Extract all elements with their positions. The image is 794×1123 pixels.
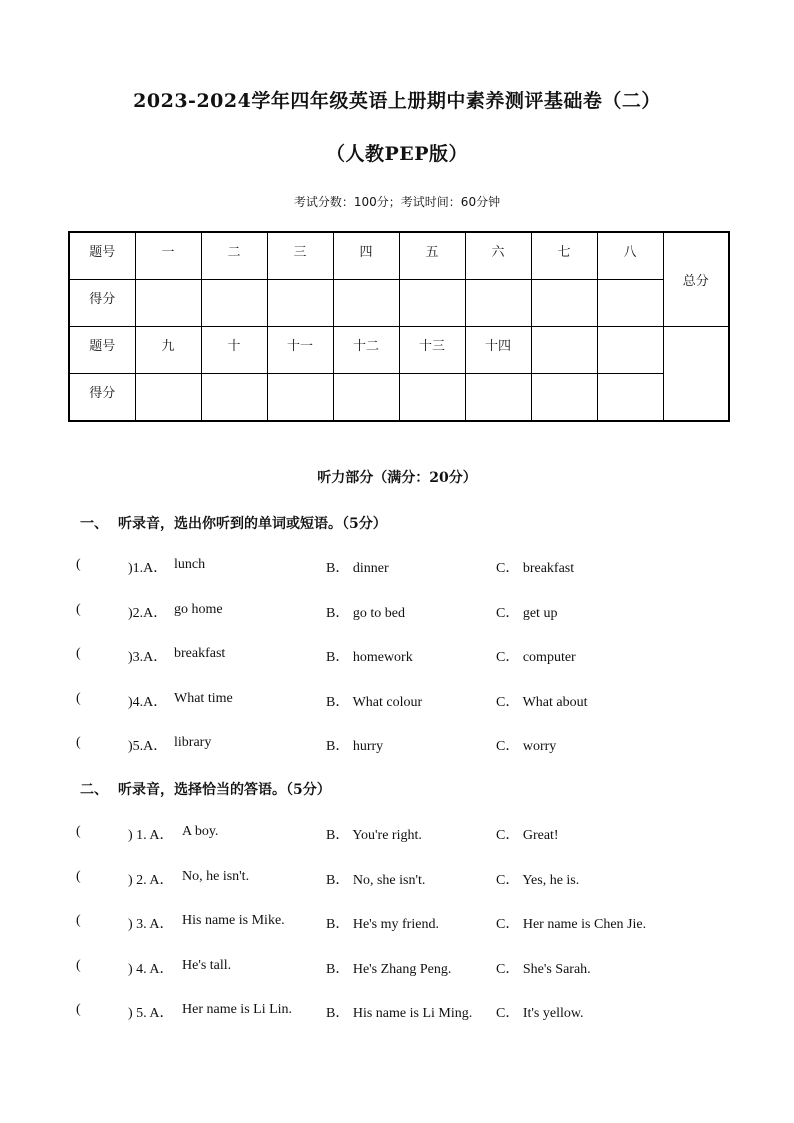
listening-section-title: 听力部分（满分：20分） (317, 470, 477, 486)
question-number: )5.A． (128, 739, 168, 754)
question-item (76, 602, 736, 622)
score-cell[interactable] (201, 374, 267, 422)
question-number: ) 5. A． (128, 1006, 174, 1021)
score-cell[interactable] (135, 374, 201, 422)
part1-heading (80, 513, 387, 533)
option-c: C． What about (496, 695, 588, 710)
option-c: C． It's yellow. (496, 1006, 584, 1021)
question-number: ) 4. A． (128, 962, 174, 977)
option-a: go home (174, 602, 223, 617)
question-number-cell: 八 (597, 232, 663, 280)
question-number-cell: 七 (531, 232, 597, 280)
answer-blank[interactable]: ( (76, 735, 81, 750)
question-number: )1.A． (128, 561, 168, 576)
option-c: C． Yes, he is. (496, 873, 580, 888)
question-number-cell: 五 (399, 232, 465, 280)
question-item (76, 1002, 736, 1022)
question-item (76, 557, 736, 577)
question-number-cell (597, 327, 663, 374)
option-b: B． What colour (326, 695, 423, 710)
question-item (76, 913, 736, 933)
score-cell[interactable] (399, 374, 465, 422)
option-c: C． Her name is Chen Jie. (496, 917, 647, 932)
question-number: )4.A． (128, 695, 168, 710)
score-cell[interactable] (333, 280, 399, 327)
option-b: B． hurry (326, 739, 384, 754)
question-number-cell: 六 (465, 232, 531, 280)
question-number-cell (531, 327, 597, 374)
option-b: B． He's Zhang Peng. (326, 962, 452, 977)
part2-heading (80, 779, 331, 799)
question-number: ) 2. A． (128, 873, 174, 888)
exam-subtitle: （人教PEP版） (325, 143, 469, 165)
question-number-cell: 十二 (333, 327, 399, 374)
question-item (76, 958, 736, 978)
question-number-cell: 十四 (465, 327, 531, 374)
part2-number: 二、 (80, 782, 108, 798)
question-item (76, 691, 736, 711)
question-number-cell: 二 (201, 232, 267, 280)
table-row (69, 280, 729, 327)
answer-blank[interactable]: ( (76, 1002, 81, 1017)
answer-blank[interactable]: ( (76, 691, 81, 706)
question-number-cell: 四 (333, 232, 399, 280)
row-label: 得分 (69, 374, 135, 422)
score-cell[interactable] (465, 280, 531, 327)
score-cell[interactable] (597, 374, 663, 422)
option-a: lunch (174, 557, 206, 572)
option-a: What time (174, 691, 233, 706)
score-cell[interactable] (597, 280, 663, 327)
total-score-label: 总分 (663, 232, 729, 327)
score-table (68, 231, 730, 422)
part1-instruction: 听录音，选出你听到的单词或短语。（5分） (118, 516, 387, 532)
option-c: C． computer (496, 650, 576, 665)
option-b: B． His name is Li Ming. (326, 1006, 473, 1021)
score-cell[interactable] (531, 280, 597, 327)
option-b: B． dinner (326, 561, 389, 576)
table-row (69, 327, 729, 374)
option-a: A boy. (182, 824, 219, 839)
part1-number: 一、 (80, 516, 108, 532)
option-a: No, he isn't. (182, 869, 250, 884)
score-cell[interactable] (267, 374, 333, 422)
row-label: 得分 (69, 280, 135, 327)
option-b: B． You're right. (326, 828, 422, 843)
option-b: B． No, she isn't. (326, 873, 426, 888)
option-c: C． Great! (496, 828, 559, 843)
option-a: His name is Mike. (182, 913, 285, 928)
question-item (76, 824, 736, 844)
question-number: ) 1. A． (128, 828, 174, 843)
score-cell[interactable] (135, 280, 201, 327)
option-c: C． She's Sarah. (496, 962, 591, 977)
question-number-cell: 十一 (267, 327, 333, 374)
question-number: )3.A． (128, 650, 168, 665)
score-cell[interactable] (267, 280, 333, 327)
option-b: B． go to bed (326, 606, 405, 621)
answer-blank[interactable]: ( (76, 913, 81, 928)
question-number-cell: 十三 (399, 327, 465, 374)
option-c: C． worry (496, 739, 557, 754)
score-cell[interactable] (201, 280, 267, 327)
option-b: B． He's my friend. (326, 917, 439, 932)
answer-blank[interactable]: ( (76, 869, 81, 884)
question-number: ) 3. A． (128, 917, 174, 932)
row-label: 题号 (69, 232, 135, 280)
option-c: C． get up (496, 606, 558, 621)
score-cell[interactable] (465, 374, 531, 422)
question-item (76, 646, 736, 666)
question-number-cell: 三 (267, 232, 333, 280)
question-number-cell: 十 (201, 327, 267, 374)
question-number: )2.A． (128, 606, 168, 621)
option-a: Her name is Li Lin. (182, 1002, 293, 1017)
option-b: B． homework (326, 650, 413, 665)
question-number-cell: 九 (135, 327, 201, 374)
total-score-cell[interactable] (663, 327, 729, 422)
answer-blank[interactable]: ( (76, 646, 81, 661)
part2-instruction: 听录音，选择恰当的答语。（5分） (118, 782, 331, 798)
score-cell[interactable] (531, 374, 597, 422)
question-item (76, 735, 736, 755)
exam-title: 2023-2024学年四年级英语上册期中素养测评基础卷（二） (133, 90, 661, 112)
option-a: He's tall. (182, 958, 232, 973)
table-row (69, 232, 729, 280)
option-a: library (174, 735, 212, 750)
answer-blank[interactable]: ( (76, 824, 81, 839)
exam-info: 考试分数：100分；考试时间：60分钟 (293, 195, 501, 209)
answer-blank[interactable]: ( (76, 958, 81, 973)
question-number-cell: 一 (135, 232, 201, 280)
option-c: C． breakfast (496, 561, 575, 576)
row-label: 题号 (69, 327, 135, 374)
score-cell[interactable] (333, 374, 399, 422)
table-row (69, 374, 729, 422)
option-a: breakfast (174, 646, 226, 661)
answer-blank[interactable]: ( (76, 557, 81, 572)
answer-blank[interactable]: ( (76, 602, 81, 617)
score-cell[interactable] (399, 280, 465, 327)
question-item (76, 869, 736, 889)
